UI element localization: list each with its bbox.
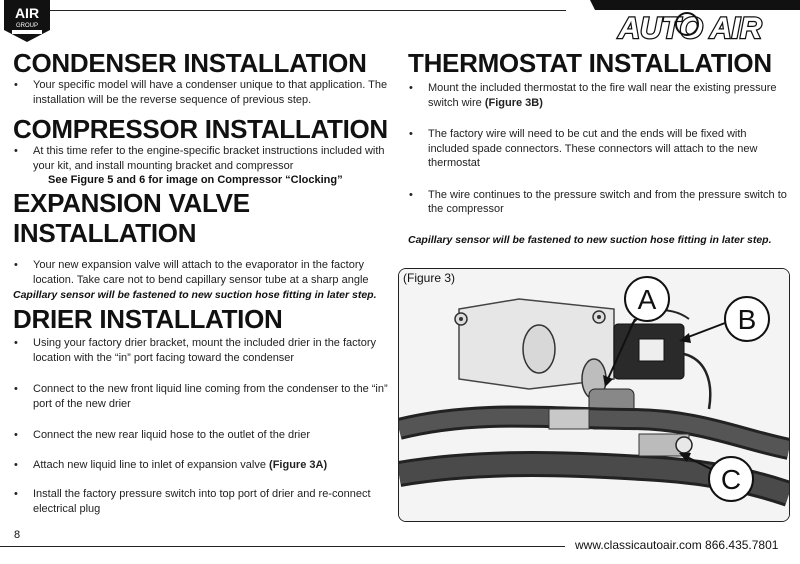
list-item: • The factory wire will need to be cut and the ends will be fixed with included spade connectors. These connectors will attach to the new thermostat	[408, 127, 790, 171]
expansion-heading-line1: EXPANSION VALVE	[13, 188, 250, 218]
list-item: • Your specific model will have a condenser unique to that application. The installation will be the reverse sequence of previous step.	[13, 78, 395, 107]
list-item: • At this time refer to the engine-specific bracket instructions included with your kit, and install mounting bracket and compressor	[13, 144, 395, 173]
drier-list	[13, 336, 395, 516]
callout-a-label: A	[637, 284, 657, 315]
expansion-note: Capillary sensor will be fastened to new suction hose fitting in later step.	[13, 289, 377, 301]
left-column	[13, 48, 395, 516]
figure-3-illustration	[399, 269, 789, 521]
logo-right-text: AUTO AIR	[618, 12, 762, 44]
list-item: • Using your factory drier bracket, mount the included drier in the factory location with the “in” port facing toward the condenser	[13, 336, 395, 365]
expansion-list	[13, 258, 395, 287]
footer-rule	[0, 546, 565, 547]
list-item: • Your new expansion valve will attach to the evaporator in the factory location. Take care not to bend capillary sensor tube at a sharp angle	[13, 258, 395, 287]
figure-3a-ref: (Figure 3A)	[269, 458, 328, 471]
figure-3b-ref: (Figure 3B)	[484, 96, 543, 109]
condenser-heading: CONDENSER INSTALLATION	[13, 48, 367, 78]
compressor-list	[13, 144, 395, 173]
list-item: • The wire continues to the pressure switch and from the pressure switch to the compressor	[408, 188, 790, 217]
callout-b-label: B	[737, 304, 757, 335]
company-logo-left	[0, 0, 54, 42]
logo-left-text: AIR	[14, 5, 40, 21]
figure-3	[398, 268, 790, 522]
figure-3-caption: (Figure 3)	[403, 271, 456, 285]
compressor-heading: COMPRESSOR INSTALLATION	[13, 114, 388, 144]
drier-item4-text: Attach new liquid line to inlet of expansion valve	[33, 458, 270, 471]
list-item: • Connect to the new front liquid line coming from the condenser to the “in” port of the new drier	[13, 382, 395, 411]
list-item: • Connect the new rear liquid hose to the outlet of the drier	[13, 428, 395, 443]
company-logo-right	[570, 0, 800, 44]
list-item	[408, 81, 790, 110]
logo-left-subtext: GROUP	[15, 23, 39, 29]
footer-contact: www.classicautoair.com 866.435.7801	[575, 538, 779, 552]
right-column	[408, 48, 790, 247]
thermostat-item1-text: Mount the included thermostat to the fire wall near the existing pressure switch wire	[428, 82, 777, 109]
header-rule	[46, 10, 566, 11]
compressor-note: See Figure 5 and 6 for image on Compressor “Clocking”	[48, 174, 343, 186]
callout-c-label: C	[720, 464, 742, 495]
thermostat-list	[408, 81, 790, 217]
condenser-list	[13, 78, 395, 107]
list-item	[13, 458, 395, 473]
list-item: • Install the factory pressure switch into top port of drier and re-connect electrical plug	[13, 487, 395, 516]
thermostat-heading: THERMOSTAT INSTALLATION	[408, 48, 772, 78]
thermostat-note: Capillary sensor will be fastened to new suction hose fitting in later step.	[408, 233, 772, 246]
page-number: 8	[14, 529, 21, 541]
expansion-heading-line2: INSTALLATION	[13, 218, 197, 248]
drier-heading: DRIER INSTALLATION	[13, 304, 283, 334]
